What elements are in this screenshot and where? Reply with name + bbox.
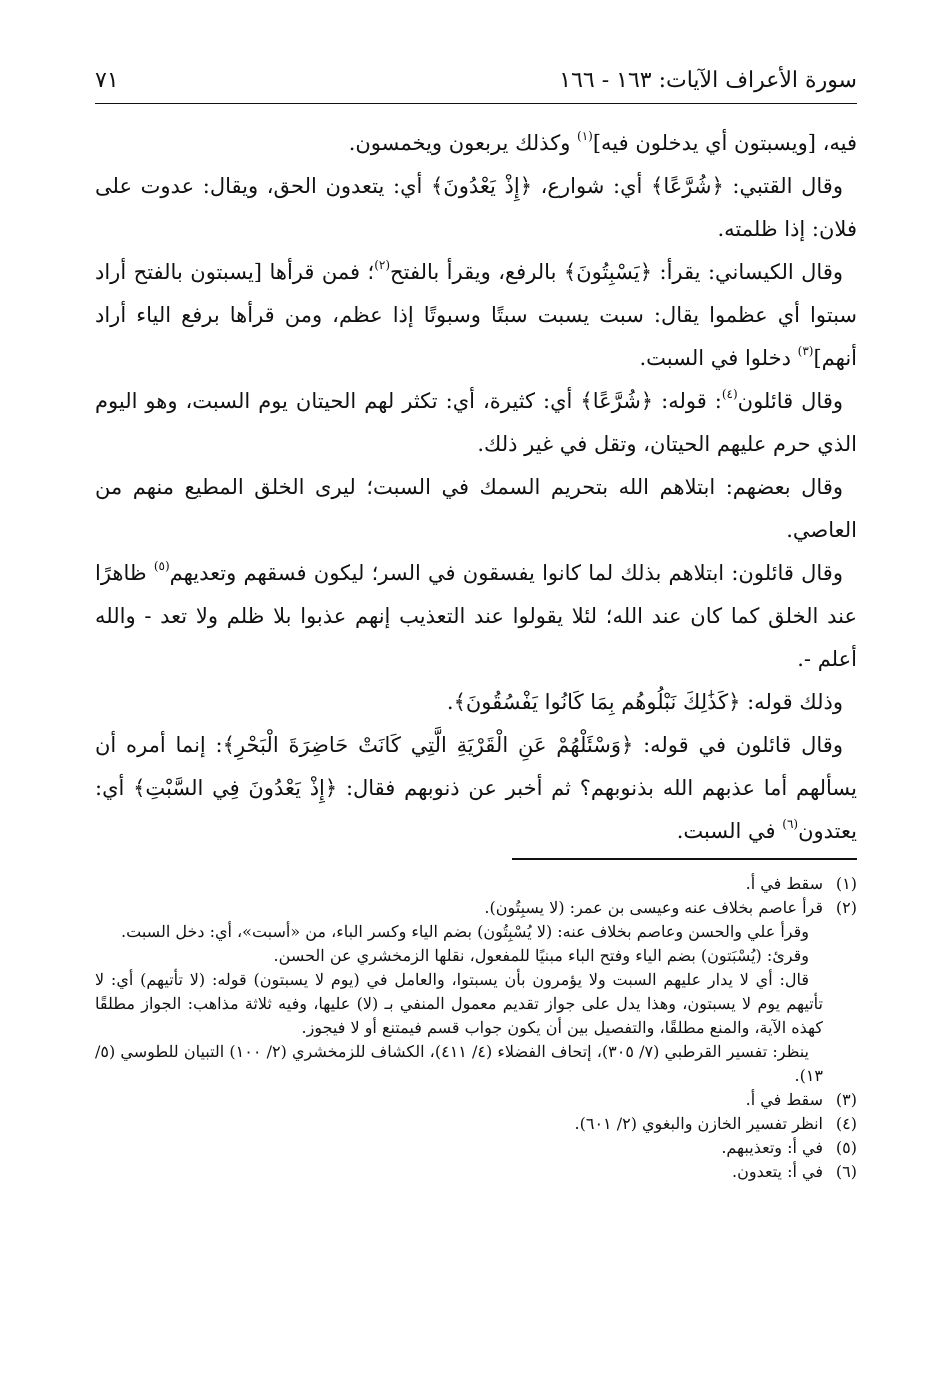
page-number: ٧١ [95, 68, 119, 93]
paragraph: وذلك قوله: ﴿كَذَٰلِكَ نَبْلُوهُم بِمَا كَانُوا يَفْسُقُونَ﴾. [446, 690, 843, 714]
footnote-sources: ينظر: تفسير القرطبي (٧/ ٣٠٥)، إتحاف الفضلاء (٤/ ٤١١)، الكشاف للزمخشري (٢/ ١٠٠) التبيان للطوسي (٥/ ١٣). [95, 1042, 823, 1085]
running-header [95, 58, 857, 104]
paragraph: وقال القتبي: ﴿شُرَّعًا﴾ أي: شوارع، ﴿إِذْ يَعْدُونَ﴾ أي: يتعدون الحق، ويقال: عدوت على فلان: إذا ظلمته. [95, 174, 857, 241]
main-text [95, 122, 857, 853]
paragraph: فيه، [ويسبتون أي يدخلون فيه]$^{(١)}$ وكذلك يربعون ويخمسون. [348, 129, 857, 155]
footnote-number: (٦) [835, 1162, 857, 1181]
footnotes [95, 872, 857, 1184]
footnote-number: (٤) [835, 1114, 857, 1133]
footnote: (١) سقط في أ. [95, 872, 857, 896]
footnote-number: (١) [835, 874, 857, 893]
footnote: (٥) في أ: وتعذيبهم. [95, 1136, 857, 1160]
footnote: (٢) قرأ عاصم بخلاف عنه وعيسى بن عمر: (لا يسبِتُون). [95, 896, 857, 920]
footnote-continuation: قال: أي لا يدار عليهم السبت ولا يؤمرون بأن يسبتوا، والعامل في (يوم لا يسبتون) قوله: (لا تأتيهم) أي: لا تأتيهم يوم لا يسبتون، وهذا يدل على جواز تقديم معمول المنفي بـ (لا) عليها، وفيه ثلاثة مذاهب: الجواز مطلقًا كهذه الآية، والمنع مطلقًا، والتفصيل بين أن يكون جواب قسم فيمتنع أو لا فيجوز. [95, 970, 823, 1037]
header-rule [95, 103, 857, 104]
footnote: (٦) في أ: يتعدون. [95, 1160, 857, 1184]
footnote: (٤) انظر تفسير الخازن والبغوي (٢/ ٦٠١). [95, 1112, 857, 1136]
paragraph: وقال قائلون في قوله: ﴿وَسْئَلْهُمْ عَنِ الْقَرْيَةِ الَّتِي كَانَتْ حَاضِرَةَ الْبَحْرِ﴾: إنما أمره أن يسألهم أما عذبهم الله بذنوبهم؟ ثم أخبر عن ذنوبهم فقال: ﴿إِذْ يَعْدُونَ فِي السَّبْتِ﴾ أي: يعتدون$^{(٦)}$ في السبت. [95, 733, 857, 843]
footnote: (٣) سقط في أ. [95, 1088, 857, 1112]
footnote-continuation: وقرئ: (يُسْبَتون) بضم الياء وفتح الباء مبنيًا للمفعول، نقلها الزمخشري عن الحسن. [273, 946, 809, 965]
footnote-number: (٣) [835, 1090, 857, 1109]
paragraph: وقال بعضهم: ابتلاهم الله بتحريم السمك في السبت؛ ليرى الخلق المطيع منهم من العاصي. [95, 475, 857, 542]
paragraph: وقال قائلون$^{(٤)}$: قوله: ﴿شُرَّعًا﴾ أي: كثيرة، أي: تكثر لهم الحيتان يوم السبت، وهو اليوم الذي حرم عليهم الحيتان، وتقل في غير ذلك. [95, 387, 857, 456]
footnote-number: (٥) [835, 1138, 857, 1157]
footnote-separator [512, 858, 857, 860]
paragraph: وقال قائلون: ابتلاهم بذلك لما كانوا يفسقون في السر؛ ليكون فسقهم وتعديهم$^{(٥)}$ ظاهرًا عند الخلق كما كان عند الله؛ لئلا يقولوا عند التعذيب إنهم عذبوا بلا ظلم ولا تعد - والله أعلم -. [95, 559, 857, 671]
footnote-continuation: وقرأ علي والحسن وعاصم بخلاف عنه: (لا يُسْبِتُون) بضم الياء وكسر الباء، من «أسبت»، أي: دخل السبت. [121, 922, 809, 941]
footnote-number: (٢) [835, 898, 857, 917]
surah-title: سورة الأعراف الآيات: ١٦٣ - ١٦٦ [559, 68, 857, 93]
paragraph: وقال الكيساني: يقرأ: ﴿يَسْبِتُونَ﴾ بالرفع، ويقرأ بالفتح$^{(٢)}$؛ فمن قرأها [يسبتون بالفتح أراد سبتوا أي عظموا يقال: سبت يسبت سبتًا وسبوتًا إذا عظم، ومن قرأها برفع الياء أراد أنهم]$^{(٣)}$ دخلوا في السبت. [95, 258, 857, 370]
